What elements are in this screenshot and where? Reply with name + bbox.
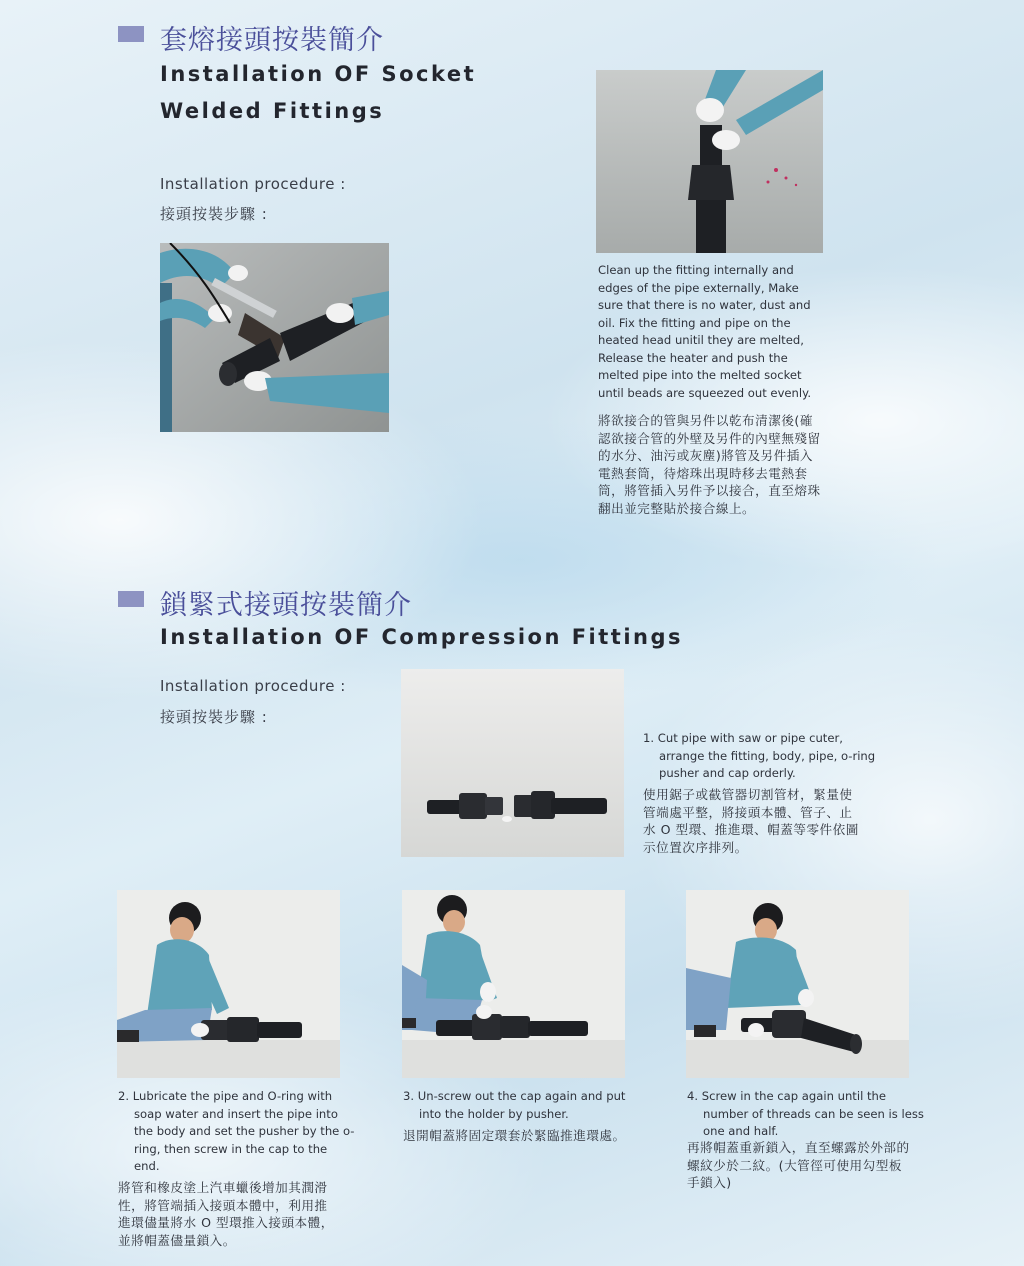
socket-title-en-line2: Welded Fittings: [160, 99, 385, 123]
step3-description-en: 3. Un-screw out the cap again and put into the holder by pusher.: [403, 1089, 626, 1121]
step2-description-zh: 將管和橡皮塗上汽車蠟後增加其潤滑性，將管端插入接頭本體中，利用推進環儘量將水 O 型環推入接頭本體，並將帽蓋儘量鎖入。: [118, 1180, 334, 1248]
socket-title-zh: 套熔接頭按裝簡介: [160, 25, 384, 56]
photo-step2-insert: [117, 890, 340, 1078]
square-bullet-icon: [118, 26, 144, 42]
compression-title-en: Installation OF Compression Fittings: [160, 625, 684, 649]
compression-procedure-zh: 接頭按裝步驟 :: [160, 708, 268, 726]
square-bullet-icon: [118, 591, 144, 607]
photo-step4-screw: [686, 890, 909, 1078]
step3-description-zh: 退開帽蓋將固定環套於緊臨推進環處。: [403, 1128, 626, 1143]
photo-heater-tool: [160, 243, 389, 432]
step2-description-en: 2. Lubricate the pipe and O-ring with soap water and insert the pipe into the body and set the pusher by the o-ring, then screw in the cap to the end.: [118, 1089, 355, 1173]
step4-description-en: 4. Screw in the cap again until the number of threads can be seen is less one and half.: [687, 1089, 924, 1138]
compression-title-zh: 鎖緊式接頭按裝簡介: [160, 590, 412, 621]
socket-description-zh: 將欲接合的管與另件以乾布清潔後(確認欲接合管的外壁及另件的內壁無殘留的水分、油污或灰塵)將管及另件插入電熱套筒，待熔珠出現時移去電熱套筒，將管插入另件予以接合，直至熔珠翻出並完整貼於接合線上。: [598, 413, 821, 516]
compression-procedure-en: Installation procedure :: [160, 677, 346, 695]
socket-procedure-zh: 接頭按裝步驟 :: [160, 205, 268, 223]
step1-description-en: 1. Cut pipe with saw or pipe cuter, arrange the fitting, body, pipe, o-ring pusher and cap orderly.: [643, 731, 876, 780]
step1-description-zh: 使用鋸子或截管器切割管材，緊量使管端處平整，將接頭本體、管子、止水 O 型環、推進環、帽蓋等零件依圖示位置次序排列。: [643, 787, 859, 855]
photo-socket-joining: [596, 70, 823, 253]
step4-description-zh: 再將帽蓋重新鎖入，直至螺露於外部的螺紋少於二紋。(大管徑可使用勾型板手鎖入): [687, 1140, 910, 1190]
socket-title-en-line1: Installation OF Socket: [160, 62, 477, 86]
photo-step3-holder: [402, 890, 625, 1078]
socket-procedure-en: Installation procedure :: [160, 175, 346, 193]
photo-step1-parts: [401, 669, 624, 857]
socket-description-en: Clean up the fitting internally and edges of the pipe externally, Make sure that there is no water, dust and oil. Fix the fitting and pipe on the heated head unitil they are melted, Release the heater and push the melted pipe into the melted socket until beads are squeezed out evenly.: [598, 263, 812, 400]
